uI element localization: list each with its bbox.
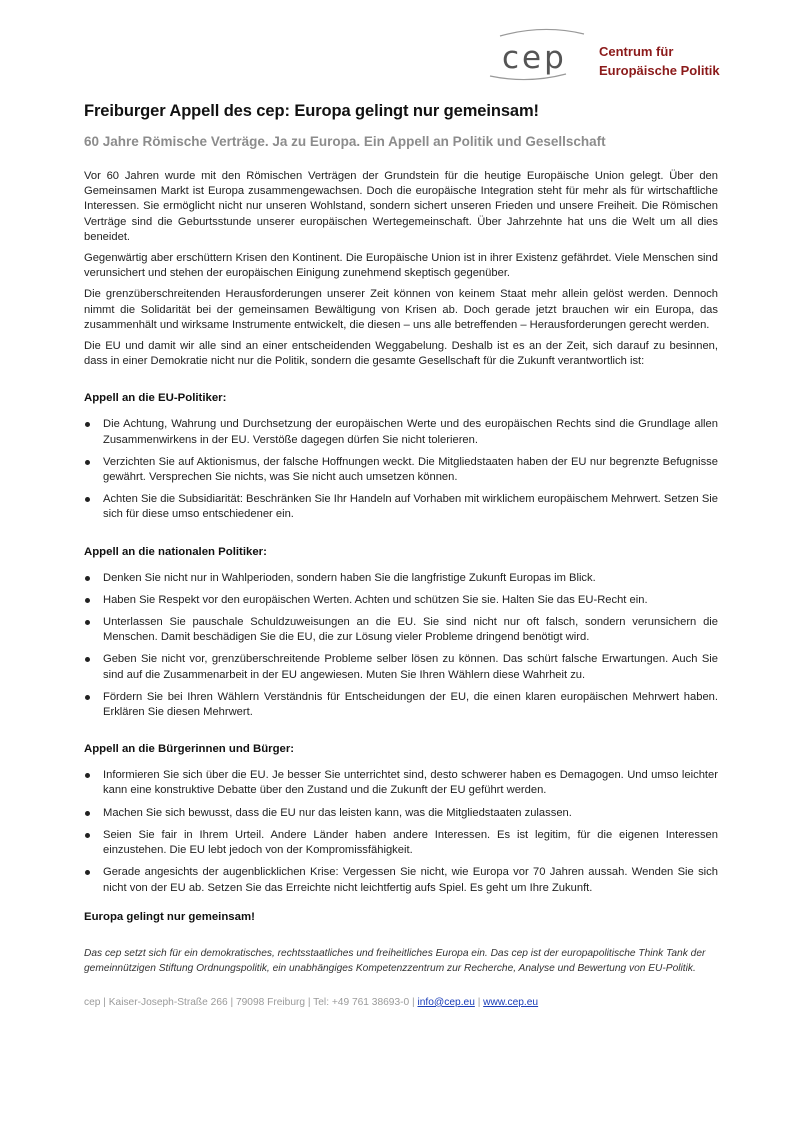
bullet-icon [85, 773, 90, 778]
website-link[interactable]: www.cep.eu [483, 996, 539, 1008]
footer-address: cep | Kaiser-Joseph-Straße 266 | 79098 Freiburg | Tel: +49 761 38693-0 | [84, 996, 418, 1008]
bullet-icon [85, 695, 90, 700]
intro-paragraph: Die grenzüberschreitenden Herausforderungen unserer Zeit können von keinem Staat mehr allein gelöst werden. Dennoch nimmt die Solidarität bei der gemeinsamen Bewältigung von Krisen ab. Doch gerade jetzt brauchen wir ein Europa, das zusammenhält und wirksame Instrumente entwickelt, die diesen – uns alle betreffenden – Herausforderungen gerecht werden. [84, 288, 718, 331]
bullet-icon [85, 497, 90, 502]
list-item-text: Die Achtung, Wahrung und Durchsetzung der europäischen Werte und des europäischen Rechts sind die Grundlage allen Zusammenwirkens in der EU. Verstöße dagegen dürfen Sie nicht tolerieren. [103, 418, 718, 446]
list-item [84, 806, 718, 821]
cep-logo-mark-icon [488, 26, 598, 86]
intro-paragraph: Vor 60 Jahren wurde mit den Römischen Verträgen der Grundstein für die heutige Europäische Union gelegt. Über den Gemeinsamen Markt ist Europa zusammengewachsen. Doch die europäische Integration steht für mehr als für wirtschaftliche Interessen. Sie ermöglicht nicht nur unseren Wohlstand, sondern sichert unseren Frieden und unsere Freiheit. Die Römischen Verträge sind die Geburtsstunde unserer europäischen Wertegemeinschaft. Über Jahrzehnte hat uns die Welt um all dies beneidet. [84, 170, 718, 243]
list-item-text: Geben Sie nicht vor, grenzüberschreitende Probleme selber lösen zu können. Das schürt falsche Erwartungen. Auch Sie sind auf die Zusammenarbeit in der EU angewiesen. Muten Sie Ihren Wählern diese Wahrheit zu. [103, 653, 718, 681]
bullet-icon [85, 576, 90, 581]
bullet-list [84, 768, 718, 895]
bullet-icon [85, 870, 90, 875]
intro-paragraph: Gegenwärtig aber erschüttern Krisen den Kontinent. Die Europäische Union ist in ihrer Existenz gefährdet. Viele Menschen sind verunsichert und stehen der europäischen Einigung zunehmend skeptisch gegenüber. [84, 252, 718, 280]
email-link[interactable]: info@cep.eu [417, 996, 475, 1008]
section-eu-politicians [84, 391, 718, 522]
bullet-list [84, 417, 718, 522]
section-citizens [84, 742, 718, 895]
list-item [84, 652, 718, 682]
list-item-text: Machen Sie sich bewusst, dass die EU nur das leisten kann, was die Mitgliedstaaten zulassen. [103, 806, 572, 819]
list-item-text: Fördern Sie bei Ihren Wählern Verständnis für Entscheidungen der EU, die einen klaren europäischen Mehrwert haben. Erklären Sie diesen Mehrwert. [103, 690, 718, 719]
cep-logo [488, 26, 728, 86]
list-item [84, 593, 718, 608]
document-body [84, 100, 718, 1010]
list-item [84, 571, 718, 586]
page-title: Freiburger Appell des cep: Europa gelingt nur gemeinsam! [84, 102, 539, 120]
list-item-text: Haben Sie Respekt vor den europäischen Werten. Achten und schützen Sie sie. Halten Sie das EU-Recht ein. [103, 593, 648, 606]
closing-statement: Europa gelingt nur gemeinsam! [84, 910, 255, 923]
bullet-icon [85, 657, 90, 662]
logo-name-line2: Europäische Politik [599, 63, 720, 78]
list-item-text: Verzichten Sie auf Aktionismus, der falsche Hoffnungen weckt. Die Mitgliedstaaten haben der EU nur begrenzte Befugnisse gewährt. Versprechen Sie nichts, was Sie nicht auch umsetzen können. [103, 455, 718, 484]
list-item-text: Unterlassen Sie pauschale Schuldzuweisungen an die EU. Sie sind nicht nur oft falsch, sondern verunsichern die Menschen. Damit beschädigen Sie die EU, die zur Lösung vieler Probleme dringend benötigt wird. [103, 616, 718, 644]
intro-paragraph: Die EU und damit wir alle sind an einer entscheidenden Weggabelung. Deshalb ist es an der Zeit, sich darauf zu besinnen, dass in einer Demokratie nicht nur die Politik, sondern die gesamte Gesellschaft für die Zukunft verantwortlich ist: [84, 340, 718, 368]
list-item [84, 865, 718, 895]
list-item [84, 492, 718, 522]
bullet-icon [85, 833, 90, 838]
section-heading: Appell an die EU-Politiker: [84, 392, 227, 405]
section-heading: Appell an die nationalen Politiker: [84, 545, 267, 558]
bullet-icon [85, 598, 90, 603]
bullet-icon [85, 620, 90, 625]
bullet-list [84, 571, 718, 721]
list-item [84, 768, 718, 798]
list-item [84, 828, 718, 858]
bullet-icon [85, 422, 90, 427]
list-item-text: Achten Sie die Subsidiarität: Beschränken Sie Ihr Handeln auf Vorhaben mit wirklichem europäischem Mehrwert. Setzen Sie sich für diese umso entschiedener ein. [103, 493, 719, 521]
logo-name-line1: Centrum für [599, 44, 674, 59]
list-item-text: Informieren Sie sich über die EU. Je besser Sie unterrichtet sind, desto schwerer haben es Demagogen. Und umso leichter kann eine konstruktive Debatte über den Zustand und die Zukunft der EU geführt werden. [103, 769, 718, 797]
list-item-text: Denken Sie nicht nur in Wahlperioden, sondern haben Sie die langfristige Zukunft Europas im Blick. [103, 571, 596, 584]
list-item [84, 417, 718, 447]
list-item [84, 690, 718, 720]
about-cep-text: Das cep setzt sich für ein demokratisches, rechtsstaatliches und freiheitliches Europa ein. Das cep ist der europapolitische Think Tank der gemeinnützigen Stiftung Ordnungspolitik, ein unabhängiges Kompetenzzentrum zur Recherche, Analyse und Bewertung von EU-Politik. [84, 947, 706, 975]
bullet-icon [85, 811, 90, 816]
list-item [84, 455, 718, 485]
bullet-icon [85, 460, 90, 465]
list-item [84, 615, 718, 645]
footer-contact [84, 996, 718, 1010]
page-subtitle: 60 Jahre Römische Verträge. Ja zu Europa. Ein Appell an Politik und Gesellschaft [84, 134, 606, 149]
list-item-text: Seien Sie fair in Ihrem Urteil. Andere Länder haben andere Interessen. Es ist legitim, für die eigenen Interessen einzustehen. Die EU lebt jedoch von der Kompromissfähigkeit. [103, 828, 718, 857]
list-item-text: Gerade angesichts der augenblicklichen Krise: Vergessen Sie nicht, wie Europa vor 70 Jahren aussah. Wenden Sie sich nicht von der EU ab. Setzen Sie das Erreichte nicht leichtfertig aufs Spiel. Es geht um Ihre Zukunft. [103, 866, 718, 894]
section-national-politicians [84, 545, 718, 721]
section-heading: Appell an die Bürgerinnen und Bürger: [84, 743, 295, 756]
footer-separator: | [474, 996, 484, 1008]
svg-text:cep: cep [502, 40, 567, 76]
